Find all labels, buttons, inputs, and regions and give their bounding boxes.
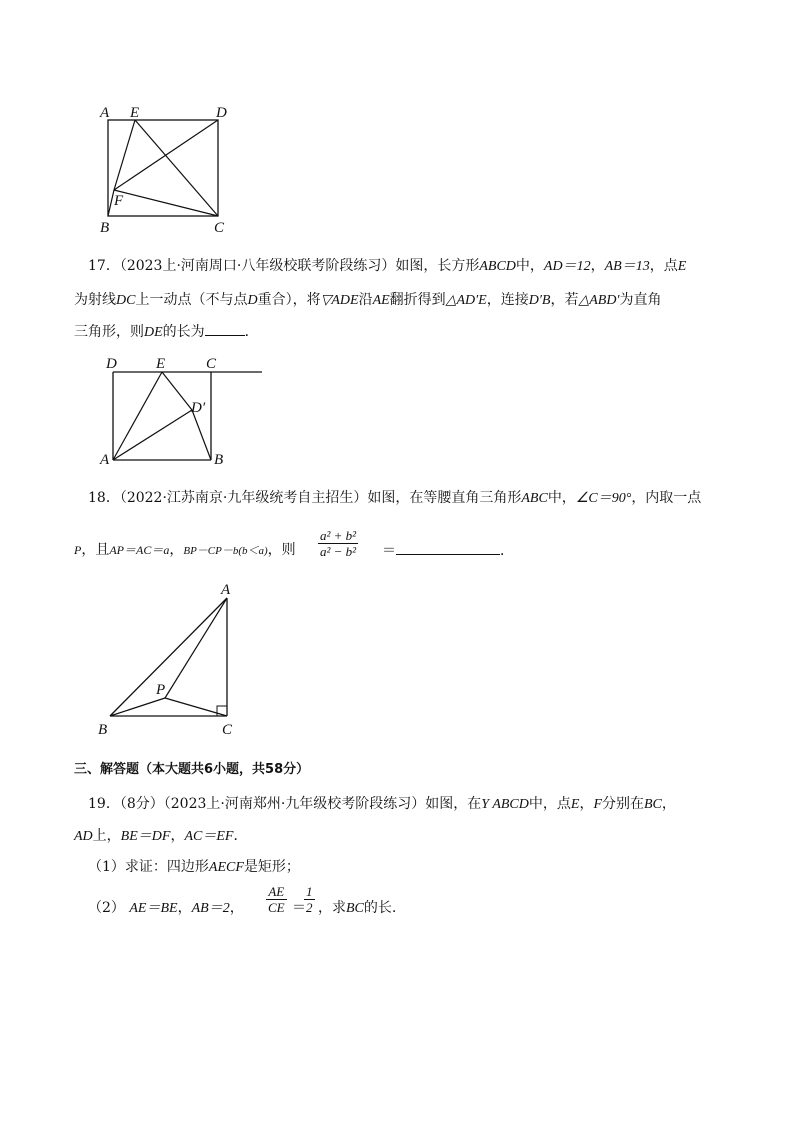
fig17-label-c: C bbox=[206, 356, 217, 372]
fig17-label-e: E bbox=[156, 356, 166, 372]
q19-line2: AD上，BE＝DF，AC＝EF． bbox=[74, 828, 248, 844]
fig16-label-d: D bbox=[216, 105, 227, 121]
q18-frac-denominator: a² − b² bbox=[320, 544, 357, 559]
fig18-label-c: C bbox=[222, 722, 233, 738]
q18-line1: 18．（2022·江苏南京·九年级统考自主招生）如图，在等腰直角三角形ABC中，∠C＝90°，内取一点 bbox=[88, 490, 702, 506]
q17-line3: 三角形，则DE的长为 ． bbox=[74, 321, 259, 343]
q19-part2-tail: ，求BC的长. bbox=[318, 900, 397, 916]
q19-line1: 19．（8分）（2023上·河南郑州·九年级校考阶段练习）如图，在Y ABCD中，点E，F分别在BC， bbox=[88, 796, 676, 812]
q17-line2: 为射线DC上一动点（不与点D重合），将▽ADE沿AE翻折得到△AD′E，连接D′B，若△ABD′为直角 bbox=[74, 292, 662, 308]
fig17-label-d: D bbox=[106, 356, 117, 372]
q19-fraction-ae-ce: $\frac{AE}{CE}$ bbox=[268, 884, 285, 915]
q19-part2: （2） AE＝BE，AB＝2， bbox=[88, 900, 244, 916]
q19-fraction-half: $\frac{1}{2}$ bbox=[306, 884, 313, 915]
q17-line1: 17．（2023上·河南周口·八年级校联考阶段练习）如图，长方形ABCD中，AD＝12，AB＝13，点E bbox=[88, 258, 687, 274]
q18-answer: ＝ ． bbox=[382, 540, 514, 561]
fig16-label-f: F bbox=[114, 193, 124, 209]
section-title: 三、解答题（本大题共6小题，共58分） bbox=[74, 762, 310, 777]
fig16-label-c: C bbox=[214, 220, 225, 236]
q19-part1: （1）求证：四边形AECF是矩形； bbox=[88, 859, 300, 875]
fig17-label-dprime: D′ bbox=[191, 400, 206, 416]
fig17-label-a: A bbox=[100, 452, 110, 468]
fig18-label-a: A bbox=[221, 582, 231, 598]
q18-frac-numerator: a² + b² bbox=[320, 528, 357, 543]
fig17-label-b: B bbox=[214, 452, 224, 468]
q19-eq: ＝ bbox=[292, 900, 306, 916]
fig16-label-b: B bbox=[100, 220, 110, 236]
fig18-label-b: B bbox=[98, 722, 108, 738]
fig16-label-e: E bbox=[130, 105, 140, 121]
fig16-label-a: A bbox=[100, 105, 110, 121]
q18-line2: P，且AP＝AC＝a，BP－CP－b(b＜a)，则 bbox=[74, 542, 296, 558]
fig18-label-p: P bbox=[156, 682, 166, 698]
